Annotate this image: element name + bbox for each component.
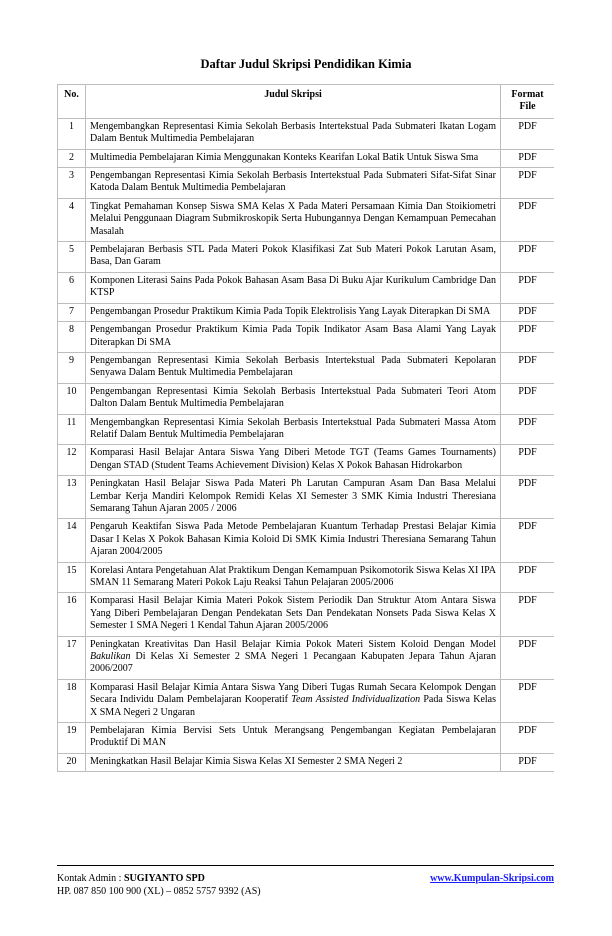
thesis-title: Pengembangan Representasi Kimia Sekolah Berbasis Intertekstual Pada Submateri Sifat-Sifat Sinar Katoda Dalam Bentuk Multimedia Pembelajaran <box>86 168 501 199</box>
thesis-title: Pengembangan Prosedur Praktikum Kimia Pada Topik Indikator Asam Basa Alami Yang Layak Diterapkan Di SMA <box>86 322 501 353</box>
row-number: 6 <box>58 272 86 303</box>
file-format: PDF <box>501 723 555 754</box>
column-header-format: Format File <box>501 85 555 119</box>
thesis-title-segment: Komparasi Hasil Belajar Kimia Antara Siswa Yang Diberi Tugas Rumah Secara Kelompok Dengan Secara Individu Dalam Pembelajaran Kooperatif <box>90 681 496 706</box>
table-header-row <box>58 85 555 119</box>
thesis-title: Multimedia Pembelajaran Kimia Menggunakan Konteks Kearifan Lokal Batik Untuk Siswa Sma <box>86 149 501 167</box>
row-number: 2 <box>58 149 86 167</box>
thesis-title: Tingkat Pemahaman Konsep Siswa SMA Kelas X Pada Materi Persamaan Kimia Dan Stoikiometri Melalui Penggunaan Diagram Submikroskopik Serta Hubungannya Dengan Kemampuan Pemecahan Masalah <box>86 198 501 241</box>
file-format: PDF <box>501 149 555 167</box>
website-link[interactable]: www.Kumpulan-Skripsi.com <box>430 873 554 884</box>
row-number: 5 <box>58 242 86 273</box>
thesis-title: Pembelajaran Kimia Bervisi Sets Untuk Merangsang Pengembangan Kegiatan Pembelajaran Produktif Di MAN <box>86 723 501 754</box>
table-row <box>58 753 555 771</box>
file-format: PDF <box>501 753 555 771</box>
table-row <box>58 562 555 593</box>
row-number: 18 <box>58 679 86 722</box>
file-format: PDF <box>501 593 555 636</box>
row-number: 15 <box>58 562 86 593</box>
column-header-title: Judul Skripsi <box>86 85 501 119</box>
thesis-title-segment: Peningkatan Kreativitas Dan Hasil Belajar Kimia Pokok Materi Sistem Koloid Dengan Model <box>90 638 496 650</box>
table-row <box>58 593 555 636</box>
thesis-title: Mengembangkan Representasi Kimia Sekolah Berbasis Intertekstual Pada Submateri Massa Atom Relatif Dalam Bentuk Multimedia Pembelajaran <box>86 414 501 445</box>
page-title: Daftar Judul Skripsi Pendidikan Kimia <box>200 57 412 71</box>
row-number: 11 <box>58 414 86 445</box>
row-number: 1 <box>58 118 86 149</box>
file-format: PDF <box>501 352 555 383</box>
table-row <box>58 272 555 303</box>
thesis-title <box>86 679 501 722</box>
thesis-title: Komparasi Hasil Belajar Kimia Materi Pokok Sistem Periodik Dan Struktur Atom Antara Siswa Yang Diberi Pembelajaran Dengan Pendekatan Sets Dan Pendekatan Nonsets Pada Siswa Kelas X Semester 1 SMA Negeri 1 Kendal Tahun Ajaran 2005/2006 <box>86 593 501 636</box>
row-number: 7 <box>58 303 86 321</box>
file-format: PDF <box>501 118 555 149</box>
file-format: PDF <box>501 476 555 519</box>
row-number: 9 <box>58 352 86 383</box>
table-row <box>58 149 555 167</box>
file-format: PDF <box>501 383 555 414</box>
file-format: PDF <box>501 414 555 445</box>
table-row <box>58 476 555 519</box>
file-format: PDF <box>501 272 555 303</box>
table-row <box>58 519 555 562</box>
file-format: PDF <box>501 562 555 593</box>
table-row <box>58 198 555 241</box>
thesis-title: Komponen Literasi Sains Pada Pokok Bahasan Asam Basa Di Buku Ajar Kurikulum Cambridge Dan KTSP <box>86 272 501 303</box>
row-number: 10 <box>58 383 86 414</box>
row-number: 17 <box>58 636 86 679</box>
row-number: 19 <box>58 723 86 754</box>
thesis-title: Mengembangkan Representasi Kimia Sekolah Berbasis Intertekstual Pada Submateri Ikatan Logam Dalam Bentuk Multimedia Pembelajaran <box>86 118 501 149</box>
footer-divider <box>57 865 554 866</box>
file-format: PDF <box>501 198 555 241</box>
file-format: PDF <box>501 168 555 199</box>
table-row <box>58 445 555 476</box>
table-row <box>58 414 555 445</box>
file-format: PDF <box>501 242 555 273</box>
admin-label: Kontak Admin : <box>57 873 124 884</box>
row-number: 12 <box>58 445 86 476</box>
thesis-title: Komparasi Hasil Belajar Antara Siswa Yang Diberi Metode TGT (Teams Games Tournaments) Dengan STAD (Student Teams Achievement Division) Kelas X Pokok Bahasan Hidrokarbon <box>86 445 501 476</box>
thesis-title: Pengembangan Representasi Kimia Sekolah Berbasis Intertekstual Pada Submateri Kepolaran Senyawa Dalam Bentuk Multimedia Pembelajaran <box>86 352 501 383</box>
column-header-no: No. <box>58 85 86 119</box>
row-number: 8 <box>58 322 86 353</box>
table-row <box>58 383 555 414</box>
thesis-table-container <box>57 84 554 860</box>
file-format: PDF <box>501 303 555 321</box>
thesis-title-segment: Pada Siswa Kelas X SMA Negeri 2 Ungaran <box>90 694 496 718</box>
thesis-title <box>86 636 501 679</box>
file-format: PDF <box>501 445 555 476</box>
row-number: 13 <box>58 476 86 519</box>
row-number: 20 <box>58 753 86 771</box>
thesis-title: Pengembangan Prosedur Praktikum Kimia Pada Topik Elektrolisis Yang Layak Diterapkan Di SMA <box>86 303 501 321</box>
thesis-title: Pembelajaran Berbasis STL Pada Materi Pokok Klasifikasi Zat Sub Materi Pokok Larutan Asam, Basa, Dan Garam <box>86 242 501 273</box>
file-format: PDF <box>501 519 555 562</box>
row-number: 14 <box>58 519 86 562</box>
table-row <box>58 322 555 353</box>
row-number: 3 <box>58 168 86 199</box>
thesis-title-italic-term: Team Assisted Individualization <box>291 694 421 706</box>
table-row <box>58 679 555 722</box>
file-format: PDF <box>501 679 555 722</box>
table-row <box>58 303 555 321</box>
file-format: PDF <box>501 636 555 679</box>
table-row <box>58 242 555 273</box>
thesis-title-segment: Di Kelas Xi Semester 2 SMA Negeri 1 Pecangaan Kabupaten Jepara Tahun Ajaran 2006/2007 <box>90 651 496 675</box>
row-number: 16 <box>58 593 86 636</box>
thesis-table <box>57 84 554 772</box>
table-row <box>58 168 555 199</box>
file-format: PDF <box>501 322 555 353</box>
thesis-title: Peningkatan Hasil Belajar Siswa Pada Materi Ph Larutan Campuran Asam Dan Basa Melalui Lembar Kerja Mandiri Kelompok Remidi Kelas XI Semester 3 SMK Kimia Industri Theresiana Semarang Tahun Ajaran 2005 / 2006 <box>86 476 501 519</box>
thesis-title: Korelasi Antara Pengetahuan Alat Praktikum Dengan Kemampuan Psikomotorik Siswa Kelas XI IPA SMAN 11 Semarang Materi Pokok Laju Reaksi Tahun Pelajaran 2005/2006 <box>86 562 501 593</box>
table-row <box>58 636 555 679</box>
thesis-title: Pengaruh Keaktifan Siswa Pada Metode Pembelajaran Kuantum Terhadap Prestasi Belajar Kimia Dasar I Kelas X Pokok Bahasan Kimia Koloid Di SMK Kimia Industri Theresiana Semarang Tahun Ajaran 2004/2005 <box>86 519 501 562</box>
table-row <box>58 723 555 754</box>
table-row <box>58 118 555 149</box>
footer-phone: HP. 087 850 100 900 (XL) – 0852 5757 9392 (AS) <box>57 886 261 897</box>
table-row <box>58 352 555 383</box>
table-body <box>58 118 555 771</box>
thesis-title: Pengembangan Representasi Kimia Sekolah Berbasis Intertekstual Pada Submateri Teori Atom Dalton Dalam Bentuk Multimedia Pembelajaran <box>86 383 501 414</box>
thesis-title-italic-term: Bakulikan <box>90 651 131 663</box>
row-number: 4 <box>58 198 86 241</box>
thesis-title: Meningkatkan Hasil Belajar Kimia Siswa Kelas XI Semester 2 SMA Negeri 2 <box>86 753 501 771</box>
admin-name: SUGIYANTO SPD <box>123 873 205 884</box>
